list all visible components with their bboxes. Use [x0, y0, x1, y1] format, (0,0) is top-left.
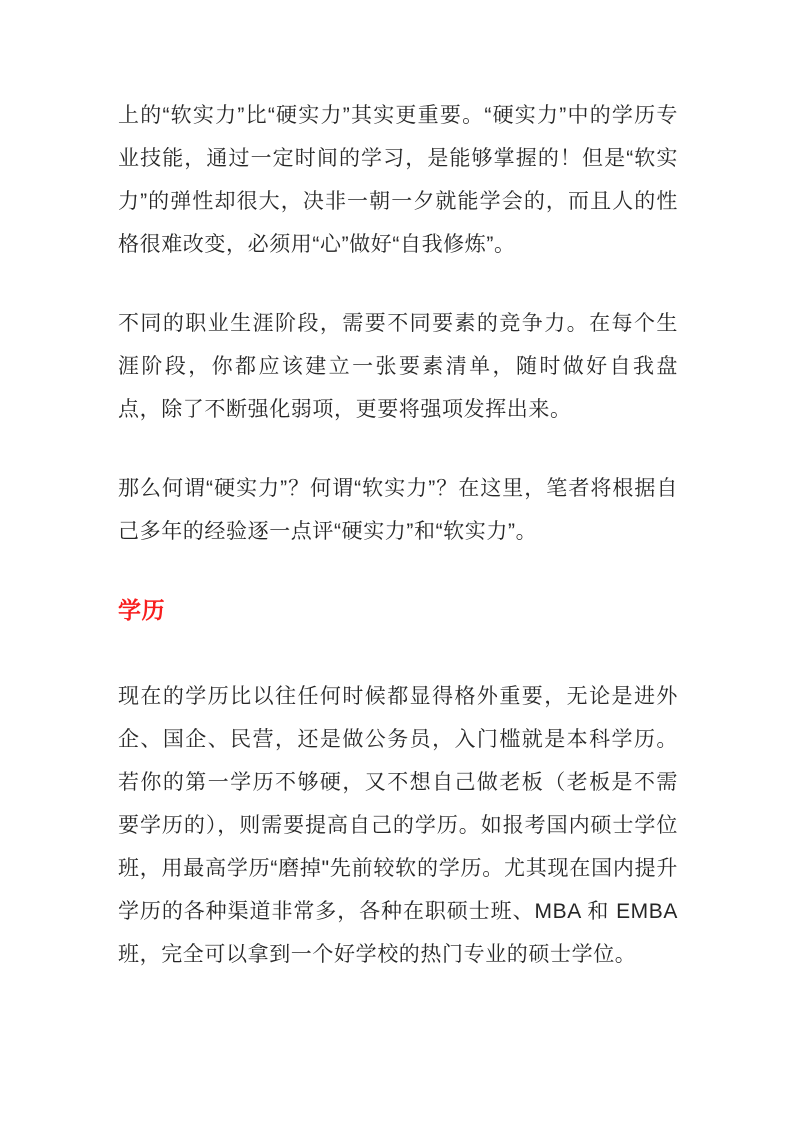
section-heading-education: 学历 — [118, 597, 166, 623]
paragraph-what-is-hard-soft-power: 那么何谓“硬实力”？何谓“软实力”？在这里，笔者将根据自己多年的经验逐一点评“硬实力”和“软实力”。 — [118, 477, 678, 543]
paragraph-education-importance: 现在的学历比以往任何时候都显得格外重要，无论是进外企、国企、民营，还是做公务员，入门槛就是本科学历。若你的第一学历不够硬，又不想自己做老板（老板是不需要学历的），则需要提高自己的学历。如报考国内硕士学位班，用最高学历“磨掉"先前较软的学历。尤其现在国内提升学历的各种渠道非常多，各种在职硕士班、MBA 和 EMBA 班，完全可以拿到一个好学校的热门专业的硕士学位。 — [118, 685, 678, 966]
paragraph-career-stages: 不同的职业生涯阶段，需要不同要素的竞争力。在每个生涯阶段，你都应该建立一张要素清单，随时做好自我盘点，除了不断强化弱项，更要将强项发挥出来。 — [118, 312, 678, 421]
paragraph-soft-vs-hard-power: 上的“软实力”比“硬实力”其实更重要。“硬实力”中的学历专业技能，通过一定时间的学习，是能够掌握的！但是“软实力”的弹性却很大，决非一朝一夕就能学会的，而且人的性格很难改变，必须用“心”做好“自我修炼”。 — [118, 104, 678, 256]
